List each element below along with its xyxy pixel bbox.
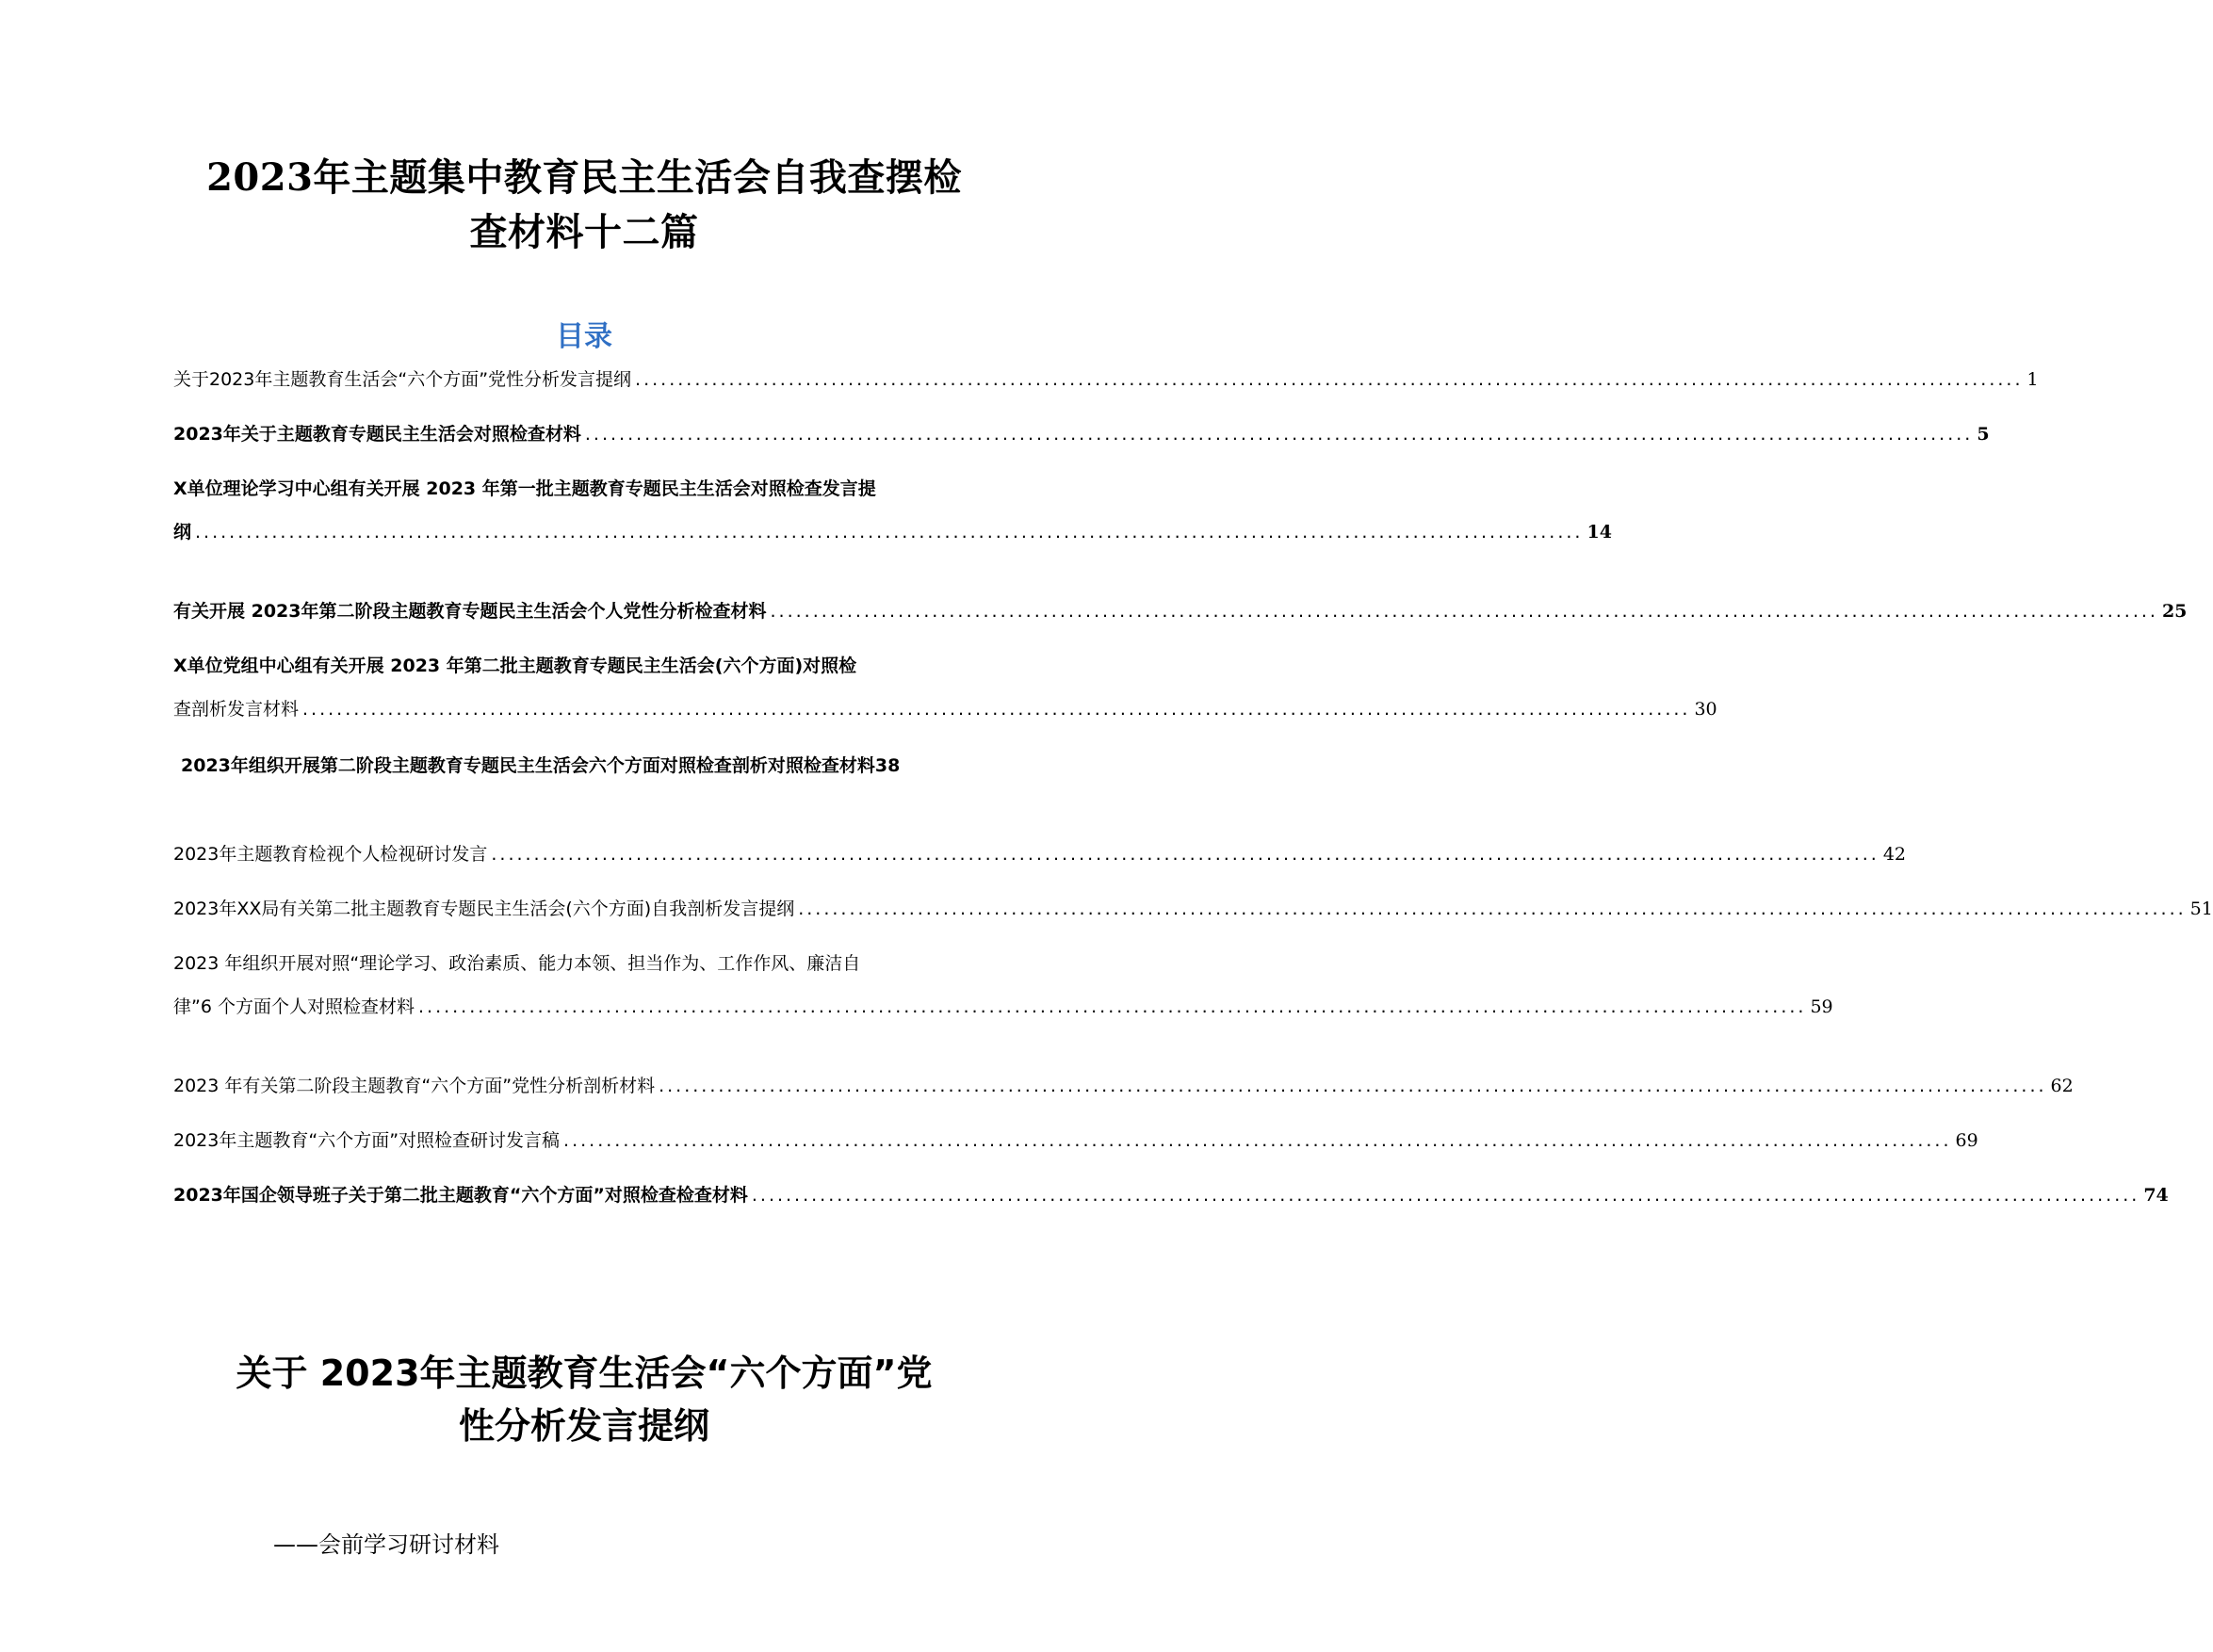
toc-leader: ................................................................................................................................................................... <box>584 424 1974 445</box>
toc-leader: ................................................................................................................................................................... <box>195 522 1584 543</box>
document-title-line2: 查材料十二篇 <box>469 210 699 254</box>
toc-page-number: 51 <box>2189 899 2213 919</box>
toc-entry-text: 2023年XX局有关第二批主题教育专题民主生活会(六个方面)自我剖析发言提纲 <box>173 899 795 919</box>
toc-heading: 目录 <box>556 320 612 353</box>
toc-entry-10[interactable] <box>173 1064 2074 1108</box>
toc-leader: ................................................................................................................................................................... <box>798 899 2187 919</box>
toc-page-number: 30 <box>1694 699 1717 720</box>
toc-entry-1[interactable] <box>173 358 2039 401</box>
document-title-line1: 2023年主题集中教育民主生活会自我查摆检 <box>206 155 962 200</box>
toc-page-number: 42 <box>1882 844 1906 865</box>
toc-entry-4[interactable] <box>173 590 2188 633</box>
toc-leader: ................................................................................................................................................................... <box>563 1130 1952 1151</box>
toc-page-number: 5 <box>1977 424 1990 445</box>
toc-page-number: 59 <box>1810 996 1833 1017</box>
toc-leader: ................................................................................................................................................................... <box>635 369 2024 390</box>
toc-leader: ................................................................................................................................................................... <box>659 1076 2047 1096</box>
toc-entry-12[interactable] <box>173 1174 2169 1217</box>
toc-leader: ................................................................................................................................................................... <box>770 601 2158 622</box>
toc-entry-2[interactable] <box>173 413 1990 456</box>
toc-entry-text: 2023年国企领导班子关于第二批主题教育“六个方面”对照检查检查材料 <box>173 1185 748 1206</box>
toc-page-number: 14 <box>1587 522 1612 543</box>
section-title-line1: 关于 2023年主题教育生活会“六个方面”党 <box>236 1352 933 1394</box>
toc-entry-text-cont: 查剖析发言材料 <box>173 699 300 720</box>
toc-entry-text: 2023年主题教育检视个人检视研讨发言 <box>173 844 488 865</box>
toc-leader: ................................................................................................................................................................... <box>491 844 1879 865</box>
toc-entry-text: 2023 年组织开展对照“理论学习、政治素质、能力本领、担当作为、工作作风、廉洁自 <box>173 953 861 974</box>
toc-entry-6[interactable] <box>181 744 1010 787</box>
toc-entry-text: X单位党组中心组有关开展 2023 年第二批主题教育专题民主生活会(六个方面)对照检 <box>173 656 857 676</box>
toc-page-number: 69 <box>1955 1130 1978 1151</box>
toc-entry-11[interactable] <box>173 1119 1978 1162</box>
section-subtitle: ——会前学习研讨材料 <box>273 1531 499 1558</box>
toc-page-number: 25 <box>2161 601 2188 622</box>
toc-leader: ................................................................................................................................................................... <box>751 1185 2140 1206</box>
toc-entry-text: 2023年关于主题教育专题民主生活会对照检查材料 <box>173 424 581 445</box>
toc-entry-9[interactable] <box>173 942 1833 1028</box>
toc-entry-text: 关于2023年主题教育生活会“六个方面”党性分析发言提纲 <box>173 369 632 390</box>
section-title-line2: 性分析发言提纲 <box>458 1405 709 1447</box>
toc-leader: ................................................................................................................................................................... <box>302 699 1691 720</box>
section-title <box>151 1347 1017 1452</box>
toc-page-number: 62 <box>2050 1076 2074 1096</box>
toc-entry-text: 有关开展 2023年第二阶段主题教育专题民主生活会个人党性分析检查材料 <box>173 601 767 622</box>
toc-entry-text-cont: 律”6 个方面个人对照检查材料 <box>173 996 415 1017</box>
toc-entry-text-cont: 纲 <box>173 522 192 543</box>
toc-entry-5[interactable] <box>173 644 1717 731</box>
document-title <box>151 151 1017 260</box>
toc-page-number: 74 <box>2143 1185 2169 1206</box>
toc-entry-text: X单位理论学习中心组有关开展 2023 年第一批主题教育专题民主生活会对照检查发言提 <box>173 478 876 499</box>
toc-entry-7[interactable] <box>173 833 1906 876</box>
toc-entry-8[interactable] <box>173 887 2213 931</box>
toc-page-number: 1 <box>2026 369 2039 390</box>
toc-entry-text: 2023 年有关第二阶段主题教育“六个方面”党性分析剖析材料 <box>173 1076 656 1096</box>
toc-entry-text: 2023年主题教育“六个方面”对照检查研讨发言稿 <box>173 1130 561 1151</box>
toc-entry-3[interactable] <box>173 467 1612 554</box>
toc-leader: ................................................................................................................................................................... <box>417 996 1807 1017</box>
toc-entry-text: 2023年组织开展第二阶段主题教育专题民主生活会六个方面对照检查剖析对照检查材料38 <box>181 755 901 776</box>
